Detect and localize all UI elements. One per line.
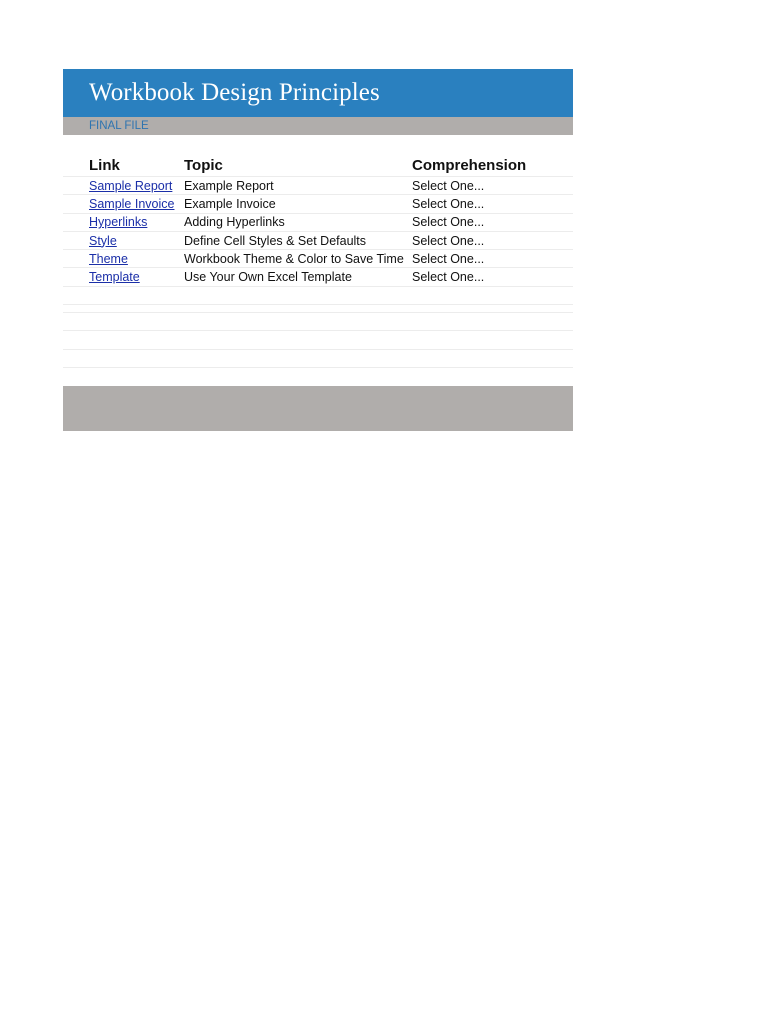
comprehension-select[interactable]: Select One... [412, 270, 485, 285]
topic-cell: Adding Hyperlinks [184, 215, 285, 230]
link-sample-invoice[interactable]: Sample Invoice [89, 196, 175, 211]
empty-row [63, 305, 573, 313]
topic-cell: Example Invoice [184, 196, 276, 211]
page-title: Workbook Design Principles [89, 79, 380, 106]
column-header-link: Link [89, 157, 120, 174]
comprehension-select[interactable]: Select One... [412, 178, 485, 193]
empty-row [63, 350, 573, 368]
link-template[interactable]: Template [89, 270, 140, 285]
comprehension-select[interactable]: Select One... [412, 215, 485, 230]
empty-row [63, 313, 573, 331]
table-header-row [63, 135, 573, 177]
link-style[interactable]: Style [89, 233, 117, 248]
comprehension-select[interactable]: Select One... [412, 251, 485, 266]
link-sample-report[interactable]: Sample Report [89, 178, 173, 193]
table-row [63, 250, 573, 268]
table-row [63, 232, 573, 250]
topic-cell: Workbook Theme & Color to Save Time [184, 251, 404, 266]
comprehension-select[interactable]: Select One... [412, 196, 485, 211]
table-row [63, 177, 573, 195]
worksheet [63, 69, 573, 431]
column-header-comprehension: Comprehension [412, 157, 527, 174]
table-row [63, 214, 573, 232]
footer-banner [63, 386, 573, 431]
topic-cell: Example Report [184, 178, 274, 193]
table-row [63, 268, 573, 286]
topics-table [63, 135, 573, 368]
page-subtitle: FINAL FILE [89, 120, 149, 132]
empty-row [63, 331, 573, 349]
column-header-topic: Topic [184, 157, 223, 174]
topic-cell: Define Cell Styles & Set Defaults [184, 233, 367, 248]
subtitle-banner [63, 117, 573, 135]
empty-row [63, 287, 573, 305]
table-row [63, 195, 573, 213]
link-theme[interactable]: Theme [89, 251, 128, 266]
comprehension-select[interactable]: Select One... [412, 233, 485, 248]
link-hyperlinks[interactable]: Hyperlinks [89, 215, 148, 230]
topic-cell: Use Your Own Excel Template [184, 270, 352, 285]
title-banner [63, 69, 573, 117]
